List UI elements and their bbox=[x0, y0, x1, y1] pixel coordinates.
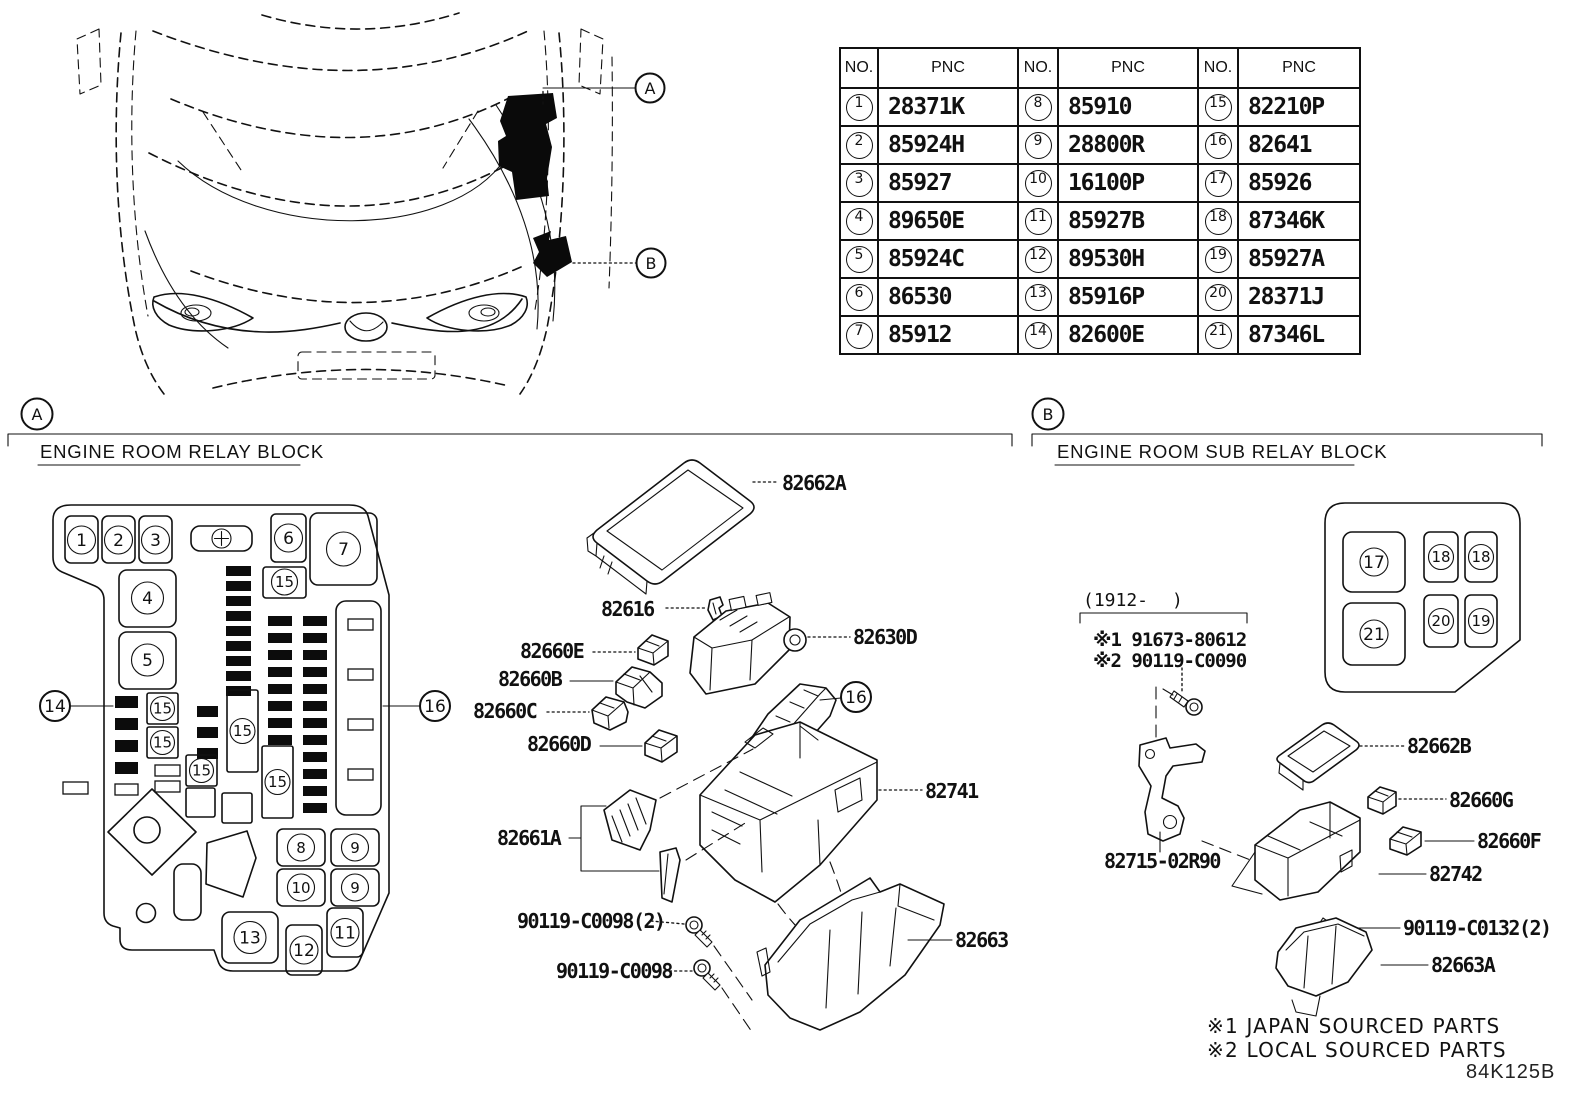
row-number-cell bbox=[1198, 202, 1238, 240]
svg-text:2: 2 bbox=[113, 531, 124, 551]
circled-number: 2 bbox=[846, 132, 873, 159]
row-number-cell bbox=[1198, 126, 1238, 164]
svg-text:4: 4 bbox=[142, 589, 153, 609]
pnc-cell: 85924H bbox=[878, 126, 1018, 164]
part-relay-82660D bbox=[527, 730, 677, 762]
part-relay-82660E bbox=[520, 635, 668, 665]
part-clip-82616 bbox=[601, 597, 723, 621]
table-row bbox=[840, 164, 1360, 202]
svg-text:3: 3 bbox=[150, 531, 161, 551]
row-number-cell bbox=[1198, 278, 1238, 316]
date-range-open: (1912- bbox=[1083, 590, 1149, 611]
row-number-cell bbox=[1018, 88, 1058, 126]
circled-number: 1 bbox=[846, 94, 873, 121]
row-number-cell bbox=[840, 278, 878, 316]
row-number-cell bbox=[840, 202, 878, 240]
label-82630D: 82630D bbox=[853, 625, 917, 649]
svg-text:15: 15 bbox=[274, 573, 295, 591]
pnc-cell: 87346L bbox=[1238, 316, 1360, 354]
label-82715-02R90: 82715-02R90 bbox=[1104, 849, 1220, 873]
label-82663: 82663 bbox=[955, 928, 1008, 952]
circled-number: 6 bbox=[846, 284, 873, 311]
part-screw-91673 bbox=[1163, 668, 1202, 715]
part-cover-82662A bbox=[587, 460, 847, 594]
pnc-cell: 82641 bbox=[1238, 126, 1360, 164]
svg-text:14: 14 bbox=[44, 697, 66, 717]
circled-number: 3 bbox=[846, 170, 873, 197]
label-82741: 82741 bbox=[925, 779, 978, 803]
row-number-cell bbox=[840, 164, 878, 202]
circled-number: 19 bbox=[1205, 246, 1232, 273]
section-b-marker: B bbox=[1042, 405, 1054, 424]
svg-text:15: 15 bbox=[152, 699, 173, 718]
header-no-2: NO. bbox=[1018, 48, 1058, 88]
pnc-cell: 28800R bbox=[1058, 126, 1198, 164]
callout-b-letter: B bbox=[645, 254, 657, 273]
circled-number: 12 bbox=[1025, 246, 1052, 273]
license-plate bbox=[298, 352, 435, 379]
svg-text:7: 7 bbox=[338, 540, 349, 560]
row-number-cell bbox=[1198, 164, 1238, 202]
part-bracket-82715 bbox=[1104, 738, 1258, 873]
pnc-cell: 85927 bbox=[878, 164, 1018, 202]
row-number-cell bbox=[1018, 164, 1058, 202]
row-number-cell bbox=[1198, 240, 1238, 278]
row-number-cell bbox=[1018, 202, 1058, 240]
row-number-cell bbox=[1198, 316, 1238, 354]
label-82616: 82616 bbox=[601, 597, 654, 621]
label-82662B: 82662B bbox=[1407, 734, 1471, 758]
footnotes bbox=[1207, 1014, 1555, 1083]
label-82660B: 82660B bbox=[498, 667, 562, 691]
part-block-82742 bbox=[1232, 802, 1482, 900]
pnc-cell: 86530 bbox=[878, 278, 1018, 316]
circled-number: 9 bbox=[1025, 132, 1052, 159]
ref-part-2: ※2 90119-C0090 bbox=[1093, 650, 1247, 672]
table-row bbox=[840, 278, 1360, 316]
circled-number: 8 bbox=[1025, 94, 1052, 121]
header-pnc-1: PNC bbox=[878, 48, 1018, 88]
circled-number: 17 bbox=[1205, 170, 1232, 197]
row-number-cell bbox=[840, 316, 878, 354]
row-number-cell bbox=[840, 126, 878, 164]
svg-text:8: 8 bbox=[296, 839, 306, 857]
circled-number: 15 bbox=[1205, 94, 1232, 121]
circled-number: 7 bbox=[846, 322, 873, 349]
svg-text:21: 21 bbox=[1363, 625, 1385, 645]
row-number-cell bbox=[840, 240, 878, 278]
header-pnc-3: PNC bbox=[1238, 48, 1360, 88]
callout-16-exploded: 16 bbox=[845, 688, 867, 708]
circled-number: 21 bbox=[1205, 322, 1232, 349]
circled-number: 10 bbox=[1025, 170, 1052, 197]
drawing-code: 84K125B bbox=[1466, 1061, 1556, 1083]
pnc-cell: 89530H bbox=[1058, 240, 1198, 278]
svg-text:9: 9 bbox=[350, 879, 360, 897]
pnc-cell: 85910 bbox=[1058, 88, 1198, 126]
pnc-cell: 85927B bbox=[1058, 202, 1198, 240]
pnc-cell: 16100P bbox=[1058, 164, 1198, 202]
svg-text:13: 13 bbox=[239, 928, 261, 949]
date-range-close: ) bbox=[1172, 590, 1183, 611]
circled-number: 16 bbox=[1205, 132, 1232, 159]
callout-16 bbox=[383, 691, 450, 721]
svg-text:9: 9 bbox=[350, 839, 360, 857]
section-a-title: ENGINE ROOM RELAY BLOCK bbox=[40, 441, 324, 462]
row-number-cell bbox=[840, 88, 878, 126]
part-relay-block-82630D bbox=[690, 593, 918, 694]
callout-a-letter: A bbox=[644, 79, 656, 98]
part-screw-90119-C0098 bbox=[556, 959, 752, 1032]
table-header-row bbox=[840, 48, 1360, 88]
pnc-cell: 85912 bbox=[878, 316, 1018, 354]
svg-text:10: 10 bbox=[291, 879, 311, 897]
vehicle-overview bbox=[77, 13, 666, 394]
callout-14 bbox=[40, 691, 113, 721]
svg-text:11: 11 bbox=[334, 923, 356, 944]
pnc-cell: 28371K bbox=[878, 88, 1018, 126]
pnc-cell: 85916P bbox=[1058, 278, 1198, 316]
part-lower-cover-82663 bbox=[757, 878, 1008, 1030]
sub-relay-block-topview bbox=[1325, 503, 1520, 692]
row-number-cell bbox=[1198, 88, 1238, 126]
footnote-local-sourced: ※2 LOCAL SOURCED PARTS bbox=[1207, 1038, 1507, 1062]
section-b-title: ENGINE ROOM SUB RELAY BLOCK bbox=[1057, 441, 1388, 462]
part-relay-82660C bbox=[473, 697, 628, 730]
pnc-cell: 28371J bbox=[1238, 278, 1360, 316]
pnc-cell: 82600E bbox=[1058, 316, 1198, 354]
label-82660F: 82660F bbox=[1477, 829, 1541, 853]
row-number-cell bbox=[1018, 278, 1058, 316]
pnc-cell: 85924C bbox=[878, 240, 1018, 278]
table-row bbox=[840, 126, 1360, 164]
label-82660D: 82660D bbox=[527, 732, 591, 756]
table-row bbox=[840, 316, 1360, 354]
svg-text:12: 12 bbox=[293, 941, 315, 961]
svg-text:6: 6 bbox=[283, 529, 294, 549]
svg-text:15: 15 bbox=[191, 761, 212, 780]
circled-number: 5 bbox=[846, 246, 873, 273]
label-90119-C0098: 90119-C0098 bbox=[556, 959, 672, 983]
table-row bbox=[840, 202, 1360, 240]
section-a-header bbox=[8, 399, 1012, 466]
header-no-1: NO. bbox=[840, 48, 878, 88]
section-a-marker: A bbox=[31, 405, 43, 424]
part-main-block-82741 bbox=[700, 722, 979, 902]
header-pnc-2: PNC bbox=[1058, 48, 1198, 88]
label-82742: 82742 bbox=[1429, 862, 1482, 886]
label-82660C: 82660C bbox=[473, 699, 537, 723]
circled-number: 14 bbox=[1025, 322, 1052, 349]
pnc-cell: 89650E bbox=[878, 202, 1018, 240]
section-a-exploded bbox=[473, 460, 1008, 1032]
svg-text:16: 16 bbox=[424, 697, 446, 717]
circled-number: 4 bbox=[846, 208, 873, 235]
label-82660G: 82660G bbox=[1449, 788, 1513, 812]
headlight-right bbox=[427, 294, 527, 331]
svg-text:18: 18 bbox=[1431, 548, 1451, 566]
svg-text:15: 15 bbox=[232, 722, 253, 740]
row-number-cell bbox=[1018, 126, 1058, 164]
pnc-cell: 82210P bbox=[1238, 88, 1360, 126]
circled-number: 11 bbox=[1025, 208, 1052, 235]
ref-part-1: ※1 91673-80612 bbox=[1093, 629, 1247, 651]
label-90119-C0132-2: 90119-C0132(2) bbox=[1403, 916, 1551, 940]
row-number-cell bbox=[1018, 316, 1058, 354]
relay-block-location-a bbox=[498, 93, 557, 200]
circled-number: 13 bbox=[1025, 284, 1052, 311]
toyota-emblem bbox=[345, 313, 387, 341]
location-callout-a bbox=[543, 74, 665, 105]
table-row bbox=[840, 240, 1360, 278]
circled-number: 18 bbox=[1205, 208, 1232, 235]
label-82661A: 82661A bbox=[497, 826, 561, 850]
svg-text:1: 1 bbox=[76, 531, 87, 551]
svg-text:15: 15 bbox=[267, 773, 288, 791]
relay-block-a-topview bbox=[40, 505, 450, 975]
circled-number: 20 bbox=[1205, 284, 1232, 311]
relay-block-location-b bbox=[533, 231, 572, 277]
pnc-cell: 85927A bbox=[1238, 240, 1360, 278]
label-82663A: 82663A bbox=[1431, 953, 1495, 977]
svg-text:17: 17 bbox=[1363, 553, 1385, 573]
header-no-3: NO. bbox=[1198, 48, 1238, 88]
label-90119-C0098-2: 90119-C0098(2) bbox=[517, 909, 665, 933]
part-relay-82660G bbox=[1368, 787, 1514, 814]
location-callout-b bbox=[573, 249, 666, 278]
label-82660E: 82660E bbox=[520, 639, 584, 663]
label-82662A: 82662A bbox=[782, 471, 846, 495]
parts-table bbox=[839, 47, 1361, 355]
table-row bbox=[840, 88, 1360, 126]
svg-text:15: 15 bbox=[152, 733, 173, 752]
footnote-japan-sourced: ※1 JAPAN SOURCED PARTS bbox=[1207, 1014, 1501, 1038]
svg-text:20: 20 bbox=[1431, 612, 1451, 630]
pnc-cell: 87346K bbox=[1238, 202, 1360, 240]
svg-text:5: 5 bbox=[142, 651, 153, 671]
part-relay-82660F bbox=[1390, 827, 1541, 855]
screw-head-icon bbox=[212, 529, 231, 548]
part-cover-82662B bbox=[1277, 723, 1472, 790]
svg-text:19: 19 bbox=[1471, 612, 1491, 630]
svg-text:18: 18 bbox=[1471, 548, 1491, 566]
date-note-group bbox=[1080, 590, 1247, 672]
headlight-left bbox=[153, 294, 253, 331]
row-number-cell bbox=[1018, 240, 1058, 278]
pnc-cell: 85926 bbox=[1238, 164, 1360, 202]
section-b-header bbox=[1032, 399, 1542, 466]
